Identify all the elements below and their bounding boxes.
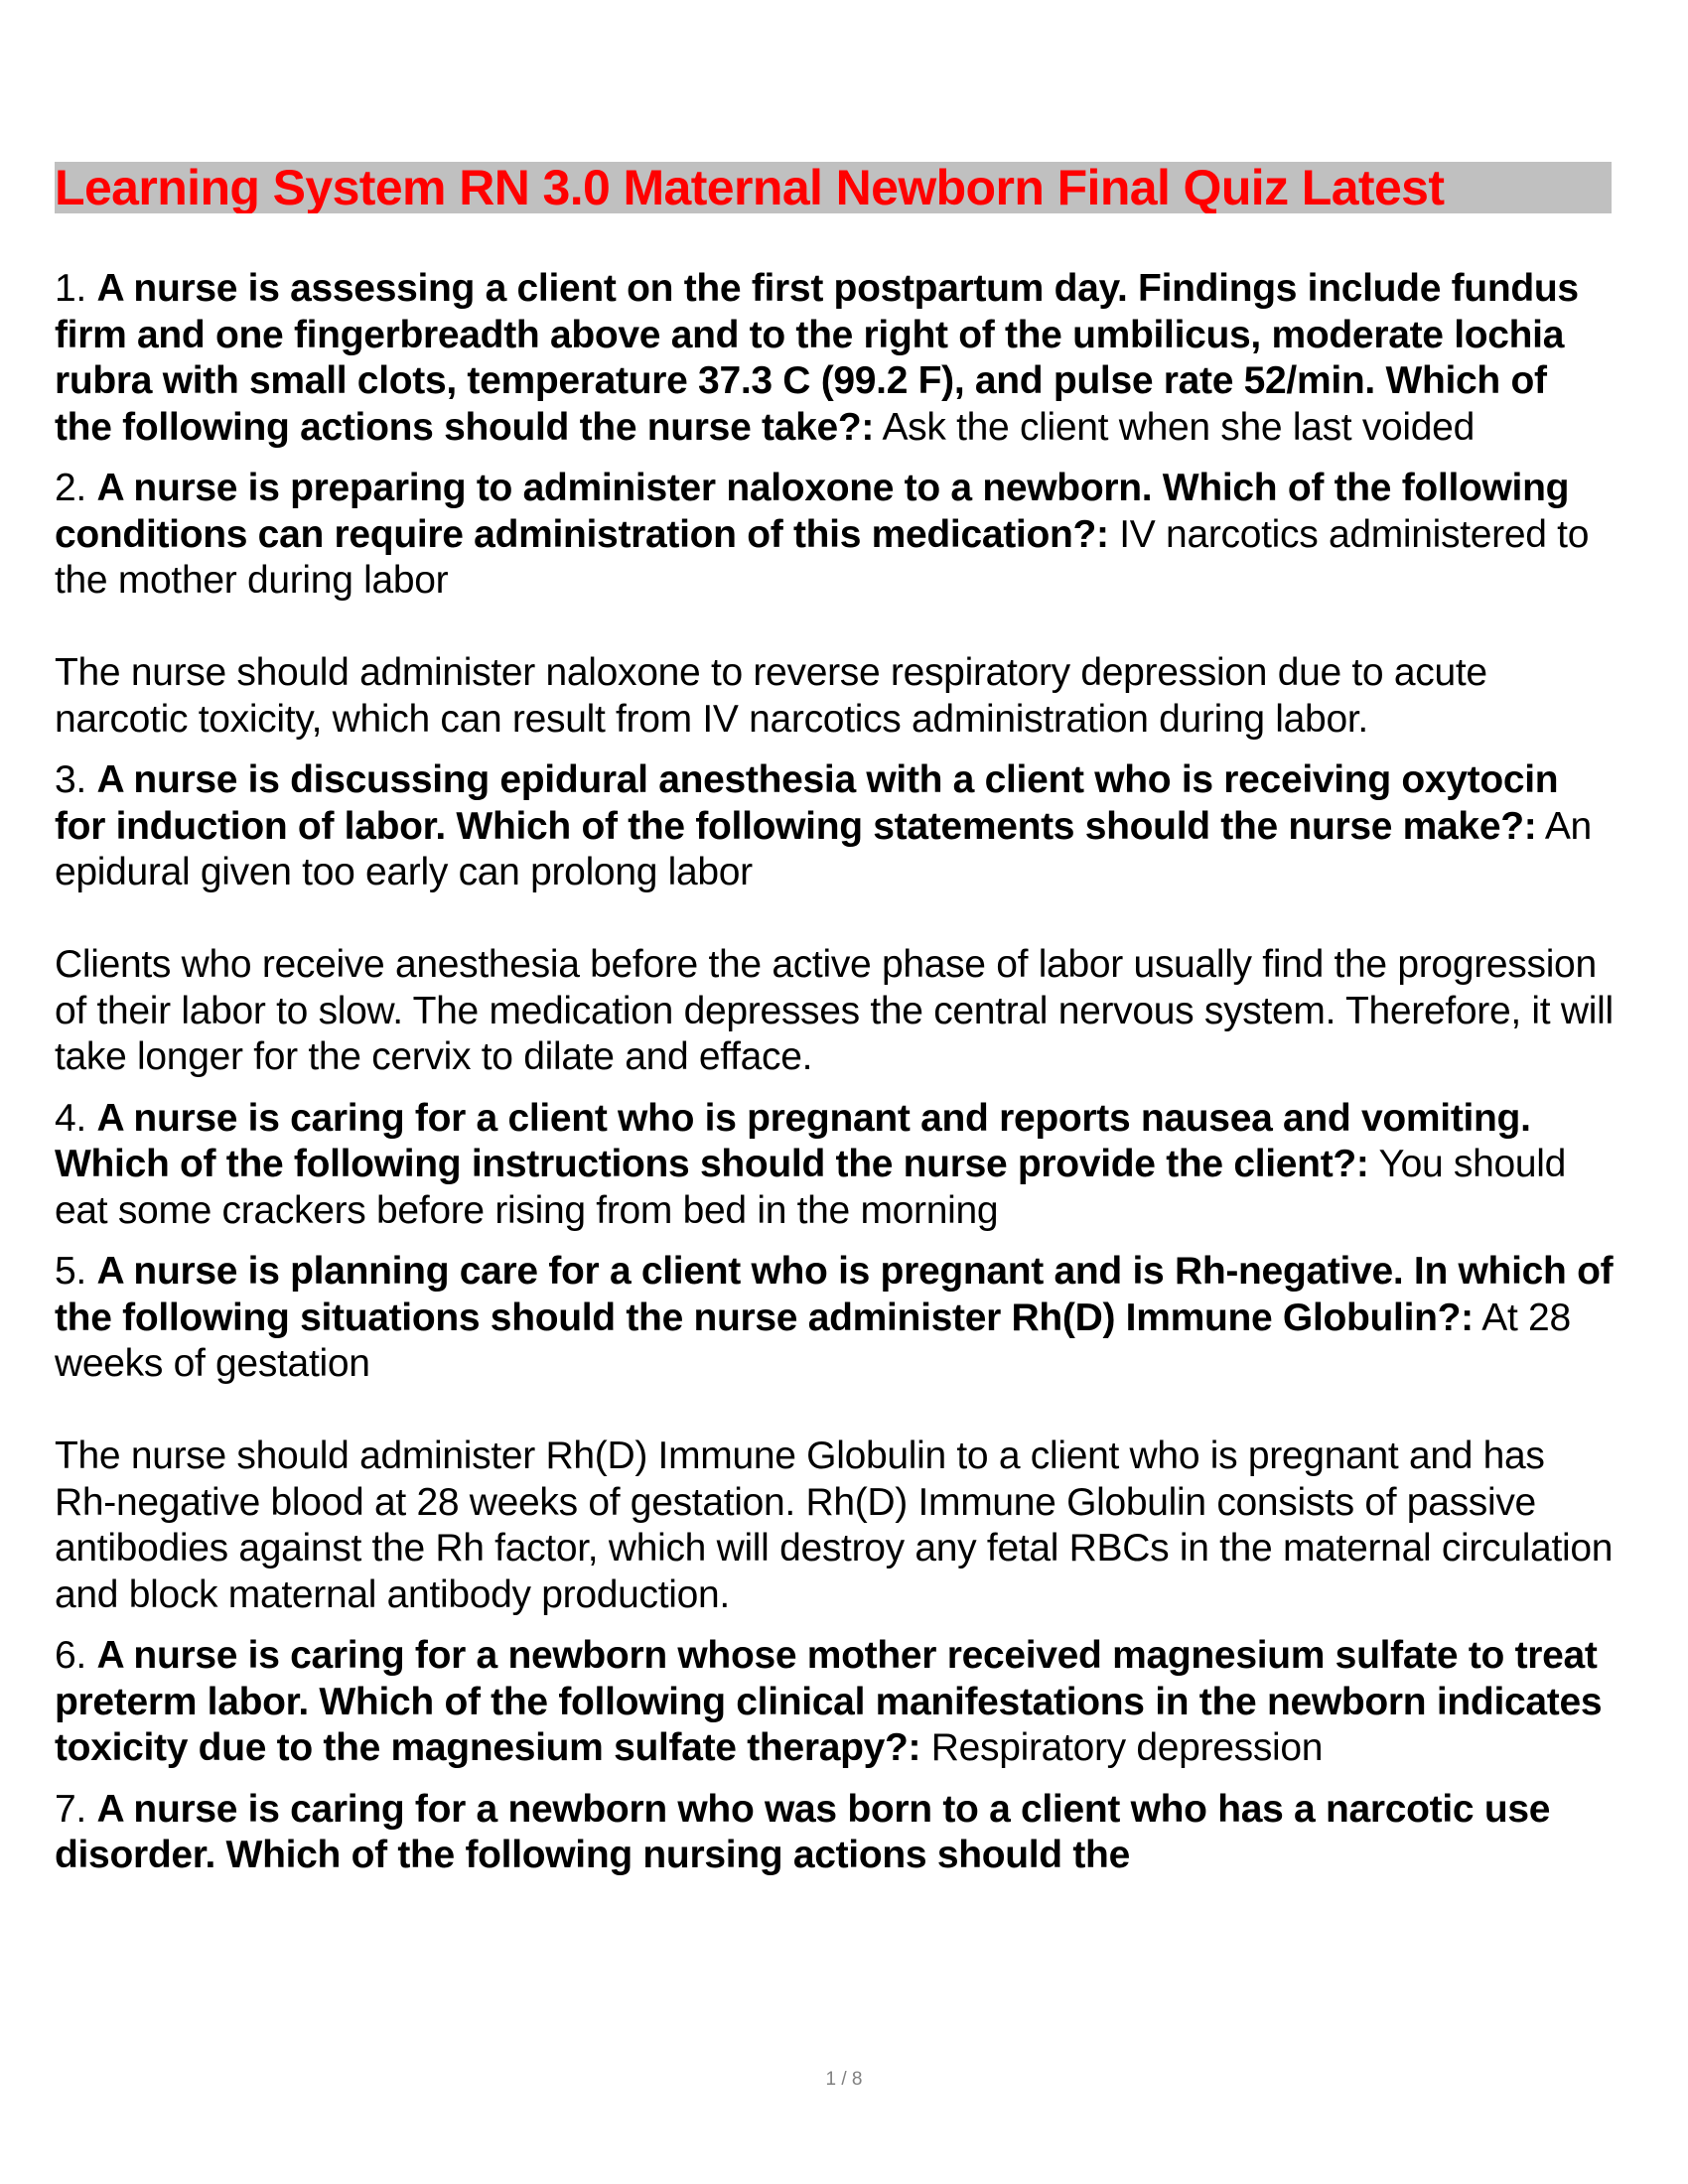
- quiz-item-2: [55, 466, 1614, 743]
- quiz-item-7: [55, 1787, 1614, 1879]
- item-number: 6.: [55, 1634, 86, 1677]
- explanation: The nurse should administer Rh(D) Immune Globulin to a client who is pregnant and has Rh-negative blood at 28 weeks of gestation. Rh(D) Immune Globulin consists of passive antibodies against the Rh factor, which will destroy any fetal RBCs in the maternal circulation and block maternal antibody production.: [55, 1434, 1614, 1616]
- question: A nurse is preparing to administer naloxone to a newborn. Which of the following conditions can require administration of this medication?:: [55, 467, 1570, 556]
- item-number: 4.: [55, 1096, 86, 1140]
- answer: Respiratory depression: [930, 1726, 1324, 1769]
- quiz-item-3: [55, 757, 1614, 1081]
- answer: An epidural given too early can prolong labor: [55, 804, 1592, 893]
- quiz-content: [55, 266, 1614, 2048]
- item-number: 5.: [55, 1250, 86, 1293]
- question: A nurse is caring for a newborn who was born to a client who has a narcotic use disorder. Which of the following nursing actions should the: [55, 1787, 1551, 1876]
- explanation: Clients who receive anesthesia before the active phase of labor usually find the progression of their labor to slow. The medication depresses the central nervous system. Therefore, it will take longer for the cervix to dilate and efface.: [55, 943, 1614, 1078]
- question: A nurse is discussing epidural anesthesia with a client who is receiving oxytocin for induction of labor. Which of the following statements should the nurse make?:: [55, 758, 1559, 848]
- question: A nurse is caring for a newborn whose mother received magnesium sulfate to treat preterm labor. Which of the following clinical manifestations in the newborn indicates toxicity due to the magnesium sulfate therapy?:: [55, 1634, 1603, 1769]
- item-number: 2.: [55, 467, 86, 509]
- answer: Ask the client when she last voided: [882, 405, 1475, 449]
- question: A nurse is planning care for a client who is pregnant and is Rh-negative. In which of the following situations should the nurse administer Rh(D) Immune Globulin?:: [55, 1250, 1614, 1339]
- question: A nurse is assessing a client on the first postpartum day. Findings include fundus firm and one fingerbreadth above and to the right of the umbilicus, moderate lochia rubra with small clots, temperature 37.3 C (99.2 F), and pulse rate 52/min. Which of the following actions should the nurse take?:: [55, 267, 1579, 449]
- page-indicator: 1 / 8: [825, 2069, 863, 2090]
- quiz-item-5: [55, 1249, 1614, 1618]
- answer: IV narcotics administered to the mother during labor: [55, 512, 1590, 602]
- item-number: 7.: [55, 1787, 86, 1831]
- quiz-item-1: [55, 266, 1614, 451]
- answer: At 28 weeks of gestation: [55, 1296, 1571, 1385]
- quiz-item-6: [55, 1633, 1614, 1772]
- document-title: Learning System RN 3.0 Maternal Newborn Final Quiz Latest: [55, 162, 1612, 213]
- item-number: 1.: [55, 267, 86, 310]
- explanation: The nurse should administer naloxone to reverse respiratory depression due to acute narcotic toxicity, which can result from IV narcotics administration during labor.: [55, 651, 1487, 741]
- quiz-item-4: [55, 1096, 1614, 1235]
- answer: You should eat some crackers before rising from bed in the morning: [55, 1143, 1567, 1232]
- question: A nurse is caring for a client who is pregnant and reports nausea and vomiting. Which of the following instructions should the nurse provide the client?:: [55, 1096, 1531, 1185]
- item-number: 3.: [55, 758, 86, 801]
